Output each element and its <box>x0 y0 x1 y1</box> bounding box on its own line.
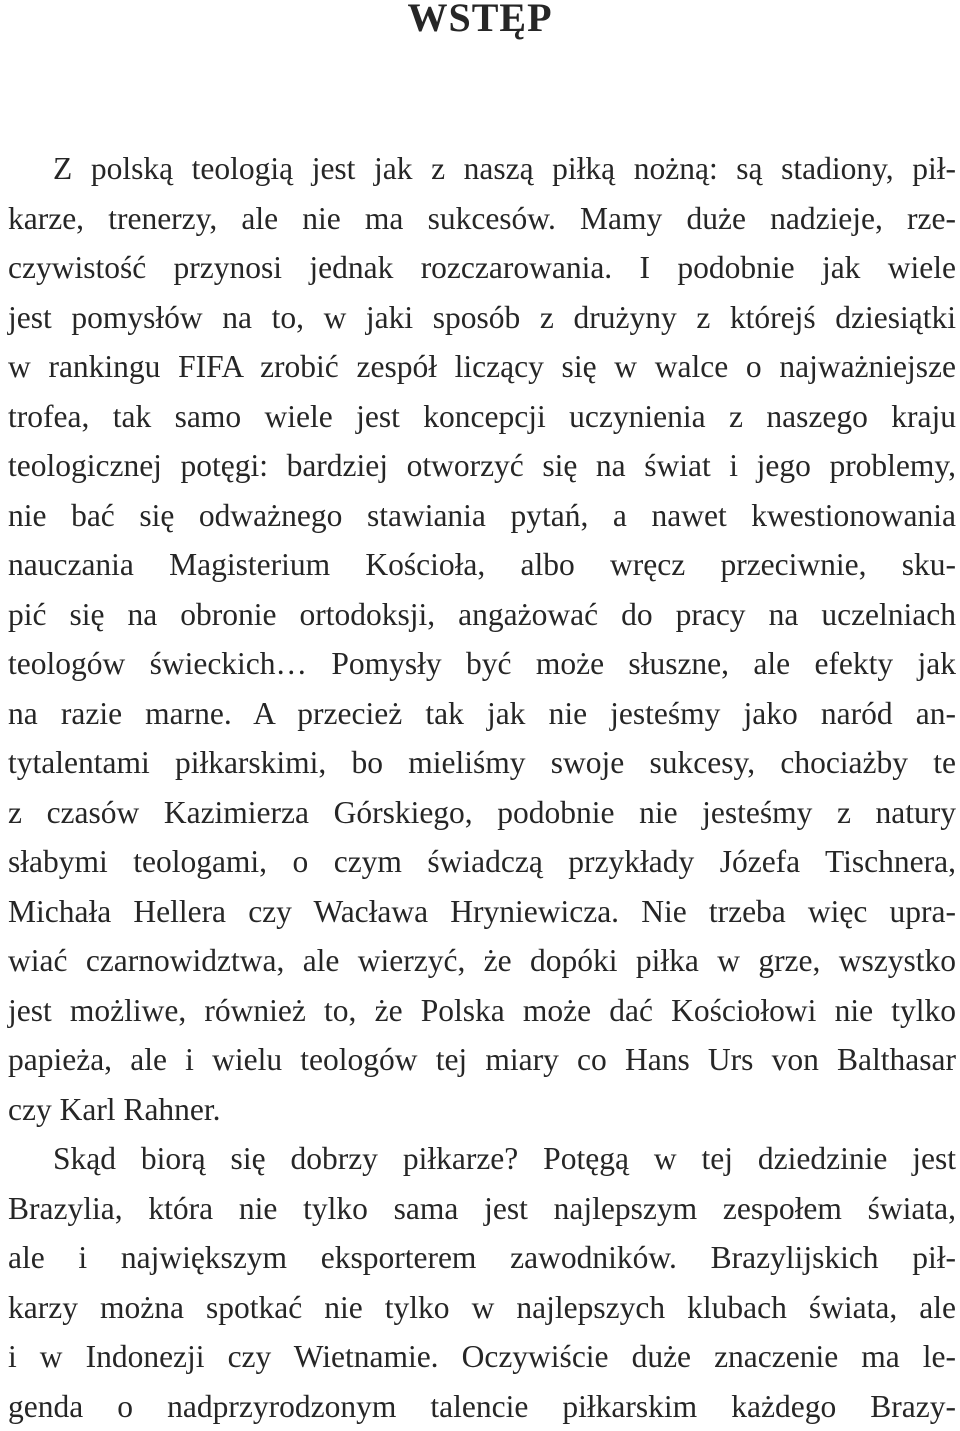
text-line: nauczania Magisterium Kościoła, albo wręcz przeciwnie, sku- <box>8 540 956 590</box>
text-line: nie bać się odważnego stawiania pytań, a nawet kwestionowania <box>8 491 956 541</box>
text-line: trofea, tak samo wiele jest koncepcji uczynienia z naszego kraju <box>8 392 956 442</box>
paragraph-1 <box>8 144 956 1134</box>
text-line: Brazylia, która nie tylko sama jest najlepszym zespołem świata, <box>8 1184 956 1234</box>
text-line: czy Karl Rahner. <box>8 1085 956 1135</box>
text-line: jest możliwe, również to, że Polska może dać Kościołowi nie tylko <box>8 986 956 1036</box>
chapter-title: WSTĘP <box>0 0 960 42</box>
text-line: genda o nadprzyrodzonym talencie piłkarskim każdego Brazy- <box>8 1382 956 1431</box>
text-line: papieża, ale i wielu teologów tej miary co Hans Urs von Balthasar <box>8 1035 956 1085</box>
text-line: ale i największym eksporterem zawodników. Brazylijskich pił- <box>8 1233 956 1283</box>
text-line: w rankingu FIFA zrobić zespół liczący się w walce o najważniejsze <box>8 342 956 392</box>
text-line: Skąd biorą się dobrzy piłkarze? Potęgą w tej dziedzinie jest <box>8 1134 956 1184</box>
text-line: tytalentami piłkarskimi, bo mieliśmy swoje sukcesy, chociażby te <box>8 738 956 788</box>
text-line: karze, trenerzy, ale nie ma sukcesów. Mamy duże nadzieje, rze- <box>8 194 956 244</box>
text-line: karzy można spotkać nie tylko w najlepszych klubach świata, ale <box>8 1283 956 1333</box>
paragraph-2 <box>8 1134 956 1431</box>
text-line: Z polską teologią jest jak z naszą piłką nożną: są stadiony, pił- <box>8 144 956 194</box>
text-line: pić się na obronie ortodoksji, angażować do pracy na uczelniach <box>8 590 956 640</box>
text-line: z czasów Kazimierza Górskiego, podobnie nie jesteśmy z natury <box>8 788 956 838</box>
text-line: i w Indonezji czy Wietnamie. Oczywiście duże znaczenie ma le- <box>8 1332 956 1382</box>
text-line: teologów świeckich… Pomysły być może słuszne, ale efekty jak <box>8 639 956 689</box>
text-line: czywistość przynosi jednak rozczarowania. I podobnie jak wiele <box>8 243 956 293</box>
body-text <box>8 144 956 1431</box>
text-line: słabymi teologami, o czym świadczą przykłady Józefa Tischnera, <box>8 837 956 887</box>
text-line: na razie marne. A przecież tak jak nie jesteśmy jako naród an- <box>8 689 956 739</box>
text-line: Michała Hellera czy Wacława Hryniewicza. Nie trzeba więc upra- <box>8 887 956 937</box>
text-line: teologicznej potęgi: bardziej otworzyć się na świat i jego problemy, <box>8 441 956 491</box>
text-line: wiać czarnowidztwa, ale wierzyć, że dopóki piłka w grze, wszystko <box>8 936 956 986</box>
text-line: jest pomysłów na to, w jaki sposób z drużyny z którejś dziesiątki <box>8 293 956 343</box>
